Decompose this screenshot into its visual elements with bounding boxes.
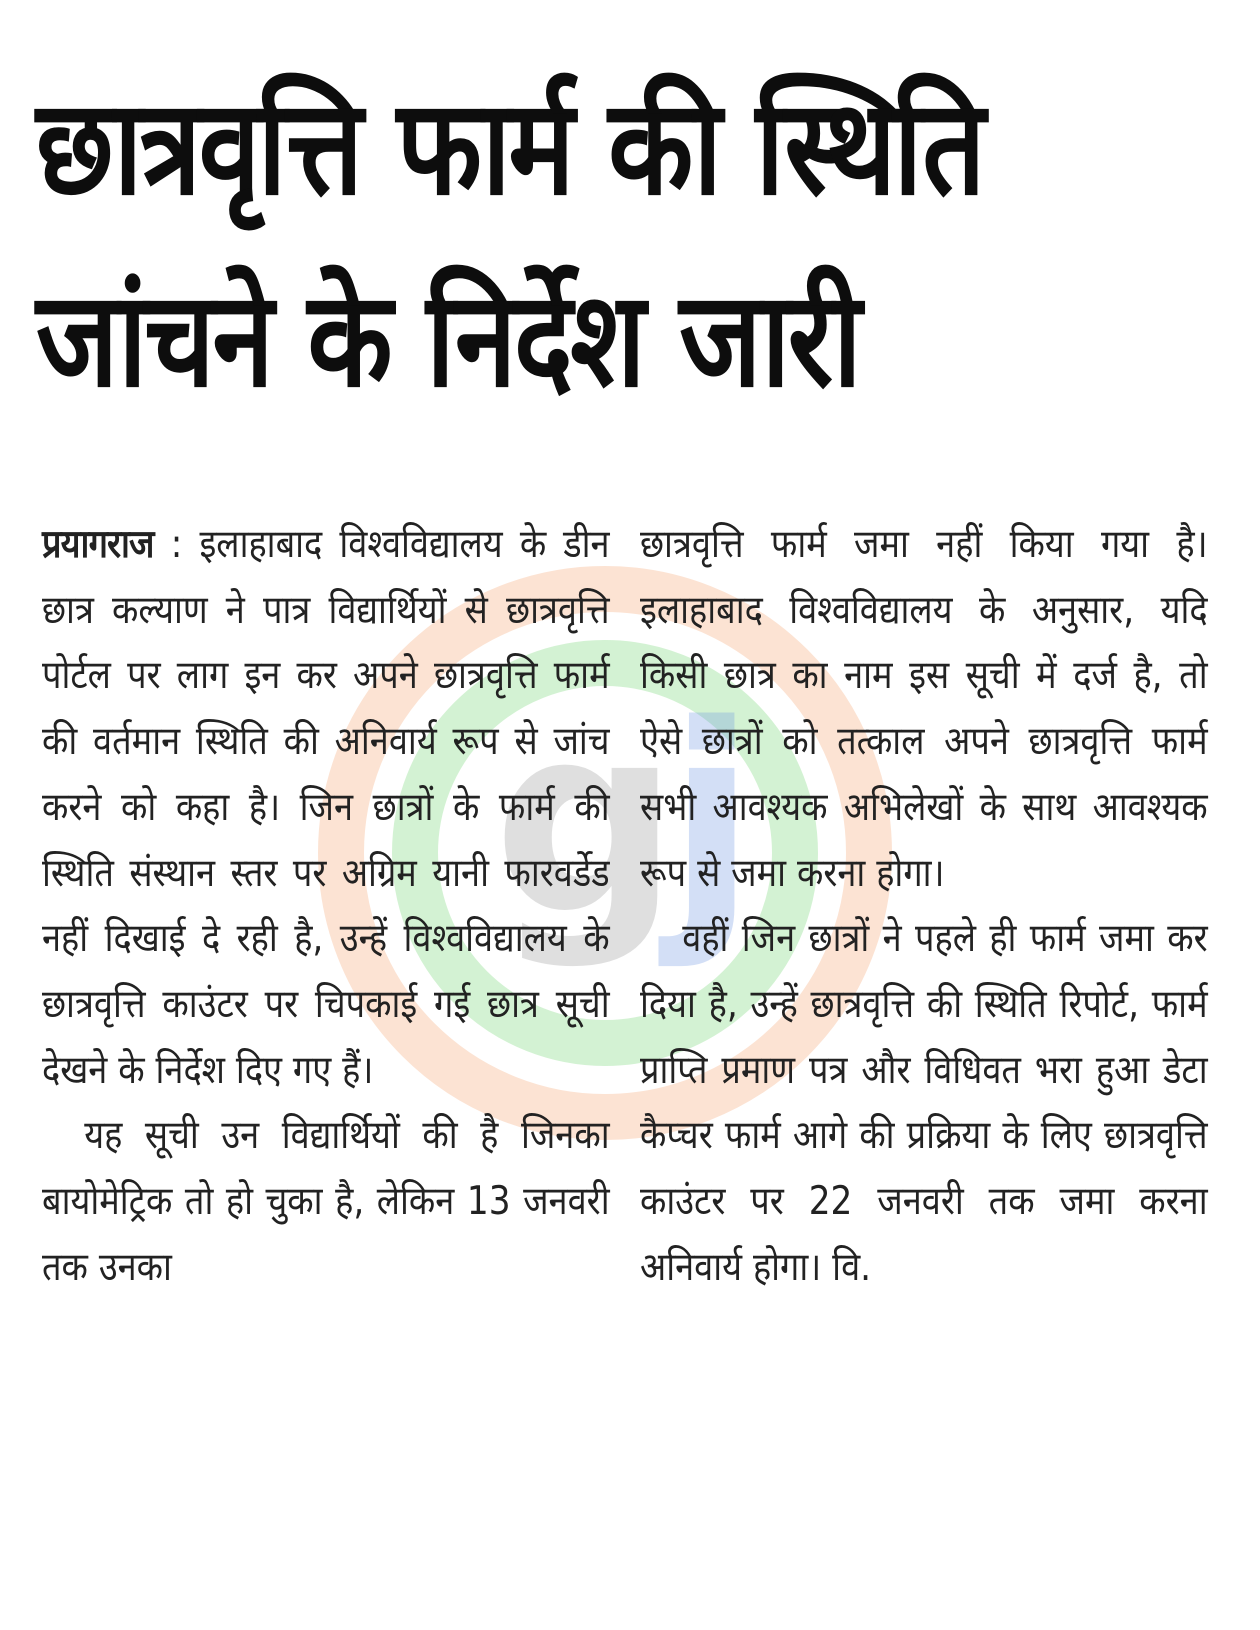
watermark-letter-g: g bbox=[493, 670, 668, 972]
watermark-letter-j: j bbox=[667, 670, 745, 972]
article-paragraph: यह सूची उन विद्यार्थियों की है जिनका बायोमेट्रिक तो हो चुका है, लेकिन 13 जनवरी तक उनका bbox=[42, 1113, 610, 1290]
article-column-right bbox=[640, 512, 1208, 1300]
paragraph-text: इलाहाबाद विश्वविद्यालय के डीन छात्र कल्याण ने पात्र विद्यार्थियों से छात्रवृत्ति पोर्टल पर लाग इन कर अपने छात्रवृत्ति फार्म की वर्तमान स्थिति की अनिवार्य रूप से जांच करने को कहा है। जिन छात्रों के फार्म की स्थिति संस्थान स्तर पर अग्रिम यानी फारवर्डेड नहीं दिखाई दे रही है, उन्हें विश्वविद्यालय के छात्रवृत्ति काउंटर पर चिपकाई गई छात्र सूची देखने के निर्देश दिए गए हैं। bbox=[42, 522, 610, 1093]
article-paragraph bbox=[42, 512, 610, 1103]
article-paragraph: वहीं जिन छात्रों ने पहले ही फार्म जमा कर दिया है, उन्हें छात्रवृत्ति की स्थिति रिपोर्ट, फार्म प्राप्ति प्रमाण पत्र और विधिवत भरा हुआ डेटा कैप्चर फार्म आगे की प्रक्रिया के लिए छात्रवृत्ति काउंटर पर 22 जनवरी तक जमा करना अनिवार्य होगा। वि. bbox=[640, 916, 1208, 1290]
headline-line-2: जांचने के निर्देश जारी bbox=[36, 263, 860, 417]
article-column-left bbox=[42, 512, 610, 1300]
dateline: प्रयागराज bbox=[42, 522, 154, 567]
dateline-separator: : bbox=[153, 522, 200, 567]
headline bbox=[36, 52, 1036, 436]
article-paragraph: छात्रवृत्ति फार्म जमा नहीं किया गया है। इलाहाबाद विश्वविद्यालय के अनुसार, यदि किसी छात्र का नाम इस सूची में दर्ज है, तो ऐसे छात्रों को तत्काल अपने छात्रवृत्ति फार्म सभी आवश्यक अभिलेखों के साथ आवश्यक रूप से जमा करना होगा। bbox=[640, 522, 1208, 896]
headline-line-1: छात्रवृत्ति फार्म की स्थिति bbox=[36, 71, 983, 225]
